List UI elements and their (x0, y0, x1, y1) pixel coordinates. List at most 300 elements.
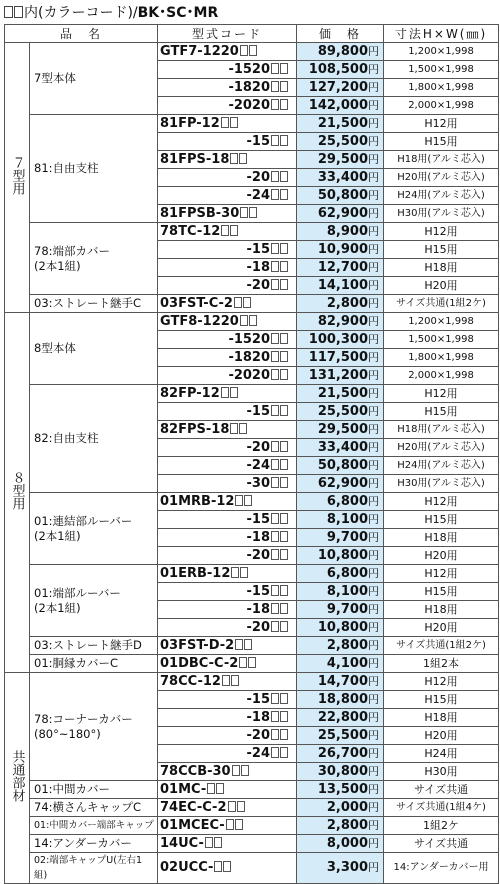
size-spec: 2,000×1,998 (384, 367, 499, 385)
model-code-text: -1820 (228, 79, 271, 95)
price-value: 9,700 (326, 601, 369, 617)
model-code (158, 637, 297, 655)
model-code-text: 01MC- (160, 781, 207, 797)
size-spec: 1,500×1,998 (384, 61, 499, 79)
price-cell (297, 277, 384, 295)
color-code-box-icon (237, 801, 245, 812)
color-code-box-icon (232, 765, 240, 776)
color-code-box-icon (235, 819, 243, 830)
product-name: 78:端部カバー (2本1組) (30, 223, 158, 295)
size-spec: 1,500×1,998 (384, 331, 499, 349)
yen-unit: 円 (368, 494, 380, 508)
model-code-text: -18 (246, 529, 271, 545)
price-cell (297, 529, 384, 547)
yen-unit: 円 (368, 512, 380, 526)
table-row (5, 295, 499, 313)
price-cell (297, 205, 384, 223)
color-code-box-icon (280, 603, 288, 614)
size-spec: 1,800×1,998 (384, 349, 499, 367)
price-cell (297, 457, 384, 475)
yen-unit: 円 (368, 62, 380, 76)
yen-unit: 円 (368, 584, 380, 598)
color-code-box-icon (271, 459, 279, 470)
model-code-text: 78TC-12 (160, 223, 221, 239)
size-spec: サイズ共通 (384, 835, 499, 853)
color-code-box-icon (271, 351, 279, 362)
price-cell (297, 403, 384, 421)
color-code-box-icon (280, 351, 288, 362)
color-code-box-icon (216, 783, 224, 794)
color-code-box-icon (244, 639, 252, 650)
color-code-box-icon (271, 549, 279, 560)
model-code-text: 74EC-C-2 (160, 799, 227, 815)
table-row (5, 781, 499, 799)
model-code-text: -20 (246, 439, 271, 455)
price-cell (297, 673, 384, 691)
heading-prefix: 内(カラーコード)/ (24, 5, 138, 21)
size-spec: H18用(アルミ芯入) (384, 151, 499, 169)
color-code-box-icon (271, 189, 279, 200)
model-code (158, 745, 297, 763)
price-value: 13,500 (317, 781, 369, 797)
color-code-box-icon (235, 495, 243, 506)
model-code (158, 151, 297, 169)
price-cell (297, 187, 384, 205)
color-code-box-icon (271, 477, 279, 488)
model-code-text: -20 (246, 169, 271, 185)
yen-unit: 円 (368, 440, 380, 454)
color-code-box-icon (280, 405, 288, 416)
color-code-box-icon (280, 729, 288, 740)
model-code (158, 835, 297, 853)
price-value: 4,100 (326, 655, 369, 671)
model-code-text: -20 (246, 619, 271, 635)
color-code-box-icon (235, 639, 243, 650)
price-value: 25,500 (317, 403, 369, 419)
model-code (158, 349, 297, 367)
price-cell (297, 241, 384, 259)
size-spec: 1,800×1,998 (384, 79, 499, 97)
header-row (5, 25, 499, 43)
price-cell (297, 709, 384, 727)
size-spec: H30用 (384, 763, 499, 781)
price-value: 29,500 (317, 421, 369, 437)
color-code-box-icon (222, 675, 230, 686)
model-code (158, 817, 297, 835)
color-code-box-icon (271, 171, 279, 182)
yen-unit: 円 (368, 242, 380, 256)
size-spec: H12用 (384, 493, 499, 511)
price-cell (297, 79, 384, 97)
price-value: 8,000 (326, 835, 369, 851)
model-code (158, 61, 297, 79)
product-name: 01:連結部ルーバー (2本1組) (30, 493, 158, 565)
yen-unit: 円 (368, 476, 380, 490)
size-spec: 2,000×1,998 (384, 97, 499, 115)
price-value: 2,800 (326, 817, 369, 833)
color-code-box-icon (280, 459, 288, 470)
price-cell (297, 61, 384, 79)
col-header-model: 型式コード (158, 25, 297, 43)
product-name: 8型本体 (30, 313, 158, 385)
yen-unit: 円 (368, 674, 380, 688)
color-code-box-icon (249, 45, 257, 56)
model-code (158, 79, 297, 97)
model-code (158, 313, 297, 331)
price-value: 9,700 (326, 529, 369, 545)
price-cell (297, 151, 384, 169)
color-code-box-icon (230, 387, 238, 398)
price-cell (297, 133, 384, 151)
price-value: 2,800 (326, 295, 369, 311)
table-row (5, 385, 499, 403)
color-code-box-icon (280, 585, 288, 596)
price-cell (297, 475, 384, 493)
model-code-text: -1820 (228, 349, 271, 365)
color-code-box-icon (221, 225, 229, 236)
color-code-box-icon (271, 531, 279, 542)
price-value: 62,900 (317, 205, 369, 221)
model-code (158, 619, 297, 637)
table-heading (4, 2, 218, 24)
color-code-box-icon (271, 747, 279, 758)
price-value: 142,000 (308, 97, 369, 113)
yen-unit: 円 (368, 800, 380, 814)
color-code-box-icon (240, 567, 248, 578)
price-cell (297, 601, 384, 619)
price-value: 2,800 (326, 637, 369, 653)
price-cell (297, 223, 384, 241)
color-code-box-icon (221, 117, 229, 128)
color-code-box-icon (280, 171, 288, 182)
color-code-box-icon (271, 279, 279, 290)
table-row (5, 223, 499, 241)
table-row (5, 565, 499, 583)
price-value: 100,300 (308, 331, 369, 347)
yen-unit: 円 (368, 548, 380, 562)
size-spec: 1組2ケ (384, 817, 499, 835)
model-code-text: 03FST-C-2 (160, 295, 233, 311)
color-code-box-icon (271, 729, 279, 740)
col-header-price: 価 格 (297, 25, 384, 43)
color-code-box-icon (271, 711, 279, 722)
color-code-box-icon (239, 423, 247, 434)
group-label (5, 313, 30, 673)
yen-unit: 円 (368, 404, 380, 418)
model-code-text: -15 (246, 403, 271, 419)
price-value: 3,300 (326, 860, 369, 875)
size-spec: H24用(アルミ芯入) (384, 187, 499, 205)
model-code-text: 01MRB-12 (160, 493, 235, 509)
model-code-text: 81FPS-18 (160, 151, 230, 167)
model-code-text: -18 (246, 259, 271, 275)
size-spec: H20用 (384, 547, 499, 565)
price-value: 21,500 (317, 385, 369, 401)
price-value: 30,800 (317, 763, 369, 779)
model-code-text: -1520 (228, 61, 271, 77)
yen-unit: 円 (368, 861, 380, 874)
yen-unit: 円 (368, 638, 380, 652)
model-code (158, 853, 297, 884)
size-spec: H12用 (384, 673, 499, 691)
price-value: 8,100 (326, 583, 369, 599)
yen-unit: 円 (368, 206, 380, 220)
price-value: 50,800 (317, 457, 369, 473)
model-code-text: -30 (246, 475, 271, 491)
color-code-box-icon (244, 495, 252, 506)
color-code-box-icon (280, 63, 288, 74)
size-spec: サイズ共通(1組2ケ) (384, 295, 499, 313)
yen-unit: 円 (368, 116, 380, 130)
price-cell (297, 367, 384, 385)
price-cell (297, 817, 384, 835)
color-code-box-icon (271, 441, 279, 452)
product-name: 03:ストレート継手D (30, 637, 158, 655)
price-cell (297, 511, 384, 529)
yen-unit: 円 (368, 350, 380, 364)
model-code-text: -18 (246, 601, 271, 617)
size-spec: H15用 (384, 241, 499, 259)
price-value: 18,800 (317, 691, 369, 707)
model-code (158, 97, 297, 115)
group-label (5, 43, 30, 313)
price-value: 12,700 (317, 259, 369, 275)
color-code-box-icon (271, 63, 279, 74)
yen-unit: 円 (368, 602, 380, 616)
model-code-text: 82FP-12 (160, 385, 220, 401)
col-header-name: 品 名 (5, 25, 158, 43)
model-code (158, 169, 297, 187)
size-spec: 1,200×1,998 (384, 313, 499, 331)
yen-unit: 円 (368, 188, 380, 202)
color-code-box-icon (240, 45, 248, 56)
price-cell (297, 259, 384, 277)
color-code-box-icon (271, 585, 279, 596)
model-code (158, 205, 297, 223)
model-code (158, 493, 297, 511)
price-value: 6,800 (326, 493, 369, 509)
color-code-box-icon (271, 135, 279, 146)
table-row (5, 817, 499, 835)
model-code (158, 457, 297, 475)
color-code-box-icon (280, 441, 288, 452)
price-cell (297, 493, 384, 511)
yen-unit: 円 (368, 152, 380, 166)
price-cell (297, 655, 384, 673)
color-code-box-icon (271, 405, 279, 416)
price-cell (297, 835, 384, 853)
color-code-box-icon (223, 861, 231, 872)
color-code-box-icon (271, 603, 279, 614)
size-spec: H20用 (384, 727, 499, 745)
price-cell (297, 781, 384, 799)
price-cell (297, 115, 384, 133)
color-code-box-icon (205, 837, 213, 848)
size-spec: H18用(アルミ芯入) (384, 421, 499, 439)
price-value: 82,900 (317, 313, 369, 329)
model-code (158, 547, 297, 565)
model-code (158, 709, 297, 727)
model-code-text: 01ERB-12 (160, 565, 231, 581)
model-code-text: 81FP-12 (160, 115, 220, 131)
size-spec: H12用 (384, 385, 499, 403)
group-label-text: ８型用 (9, 471, 25, 510)
size-spec: H24用(アルミ芯入) (384, 457, 499, 475)
price-table (4, 24, 499, 884)
color-code-box-icon (271, 513, 279, 524)
model-code-text: 02UCC- (160, 860, 214, 875)
model-code (158, 331, 297, 349)
price-value: 25,500 (317, 727, 369, 743)
price-value: 14,100 (317, 277, 369, 293)
model-code-text: -24 (246, 187, 271, 203)
model-code (158, 529, 297, 547)
price-cell (297, 727, 384, 745)
model-code (158, 799, 297, 817)
size-spec: H18用 (384, 709, 499, 727)
model-code-text: -1520 (228, 331, 271, 347)
model-code (158, 421, 297, 439)
model-code (158, 295, 297, 313)
color-code-box-icon (234, 297, 242, 308)
price-value: 108,500 (308, 61, 369, 77)
model-code (158, 187, 297, 205)
model-code (158, 259, 297, 277)
color-code-box-icon (280, 711, 288, 722)
price-value: 10,900 (317, 241, 369, 257)
color-code-box-icon (14, 6, 23, 18)
color-code-box-icon (243, 297, 251, 308)
product-name: 01:端部ルーバー (2本1組) (30, 565, 158, 637)
size-spec: H20用 (384, 277, 499, 295)
model-code (158, 385, 297, 403)
model-code (158, 565, 297, 583)
size-spec: H12用 (384, 565, 499, 583)
size-spec: H30用(アルミ芯入) (384, 475, 499, 493)
color-code-box-icon (280, 81, 288, 92)
color-code-box-icon (280, 549, 288, 560)
color-code-box-icon (280, 693, 288, 704)
table-row (5, 115, 499, 133)
yen-unit: 円 (368, 710, 380, 724)
product-name: 14:アンダーカバー (30, 835, 158, 853)
size-spec: H15用 (384, 511, 499, 529)
size-spec: H15用 (384, 691, 499, 709)
size-spec: 1組2本 (384, 655, 499, 673)
model-code-text: -2020 (228, 97, 271, 113)
price-cell (297, 97, 384, 115)
product-name: 02:端部キャップU(左右1組) (30, 853, 158, 884)
model-code-text: -24 (246, 457, 271, 473)
color-code-box-icon (271, 99, 279, 110)
price-cell (297, 313, 384, 331)
color-code-box-icon (271, 621, 279, 632)
model-code-text: 78CC-12 (160, 673, 221, 689)
color-code-box-icon (280, 261, 288, 272)
model-code (158, 439, 297, 457)
size-spec: H12用 (384, 115, 499, 133)
color-code-box-icon (248, 657, 256, 668)
price-cell (297, 799, 384, 817)
table-row (5, 655, 499, 673)
yen-unit: 円 (368, 530, 380, 544)
product-name: 7型本体 (30, 43, 158, 115)
price-cell (297, 295, 384, 313)
price-cell (297, 853, 384, 884)
price-cell (297, 745, 384, 763)
price-value: 2,000 (326, 799, 369, 815)
price-cell (297, 43, 384, 61)
price-value: 6,800 (326, 565, 369, 581)
price-cell (297, 565, 384, 583)
color-code-box-icon (280, 243, 288, 254)
color-code-box-icon (271, 369, 279, 380)
color-code-box-icon (240, 207, 248, 218)
color-code-box-icon (280, 531, 288, 542)
color-code-box-icon (241, 765, 249, 776)
yen-unit: 円 (368, 656, 380, 670)
yen-unit: 円 (368, 728, 380, 742)
model-code-text: 01DBC-C-2 (160, 655, 239, 671)
price-value: 25,500 (317, 133, 369, 149)
product-name: 01:胴縁カバーC (30, 655, 158, 673)
yen-unit: 円 (368, 44, 380, 58)
model-code-text: -15 (246, 241, 271, 257)
model-code-text: 03FST-D-2 (160, 637, 235, 653)
yen-unit: 円 (368, 818, 380, 832)
color-code-box-icon (231, 567, 239, 578)
price-value: 29,500 (317, 151, 369, 167)
yen-unit: 円 (368, 224, 380, 238)
model-code (158, 241, 297, 259)
color-code-box-icon (280, 189, 288, 200)
size-spec: H20用 (384, 619, 499, 637)
heading-color-codes: BK･SC･MR (137, 5, 219, 21)
color-code-box-icon (249, 315, 257, 326)
model-code-text: GTF7-1220 (160, 43, 239, 59)
color-code-box-icon (280, 477, 288, 488)
model-code (158, 115, 297, 133)
color-code-box-icon (271, 243, 279, 254)
size-spec: H20用(アルミ芯入) (384, 439, 499, 457)
model-code-text: GTF8-1220 (160, 313, 239, 329)
yen-unit: 円 (368, 422, 380, 436)
color-code-box-icon (240, 315, 248, 326)
price-cell (297, 691, 384, 709)
price-cell (297, 439, 384, 457)
table-row (5, 835, 499, 853)
color-code-box-icon (249, 207, 257, 218)
yen-unit: 円 (368, 566, 380, 580)
product-name: 82:自由支柱 (30, 385, 158, 493)
color-code-box-icon (239, 153, 247, 164)
price-value: 50,800 (317, 187, 369, 203)
color-code-box-icon (271, 333, 279, 344)
yen-unit: 円 (368, 458, 380, 472)
color-code-box-icon (228, 801, 236, 812)
color-code-box-icon (239, 657, 247, 668)
color-code-box-icon (230, 225, 238, 236)
col-header-size: 寸法H×W(㎜) (384, 25, 499, 43)
price-value: 62,900 (317, 475, 369, 491)
price-value: 10,800 (317, 547, 369, 563)
yen-unit: 円 (368, 620, 380, 634)
product-name: 01:中間カバー (30, 781, 158, 799)
model-code-text: 01MCEC- (160, 817, 225, 833)
color-code-box-icon (214, 837, 222, 848)
price-value: 21,500 (317, 115, 369, 131)
color-code-box-icon (271, 693, 279, 704)
